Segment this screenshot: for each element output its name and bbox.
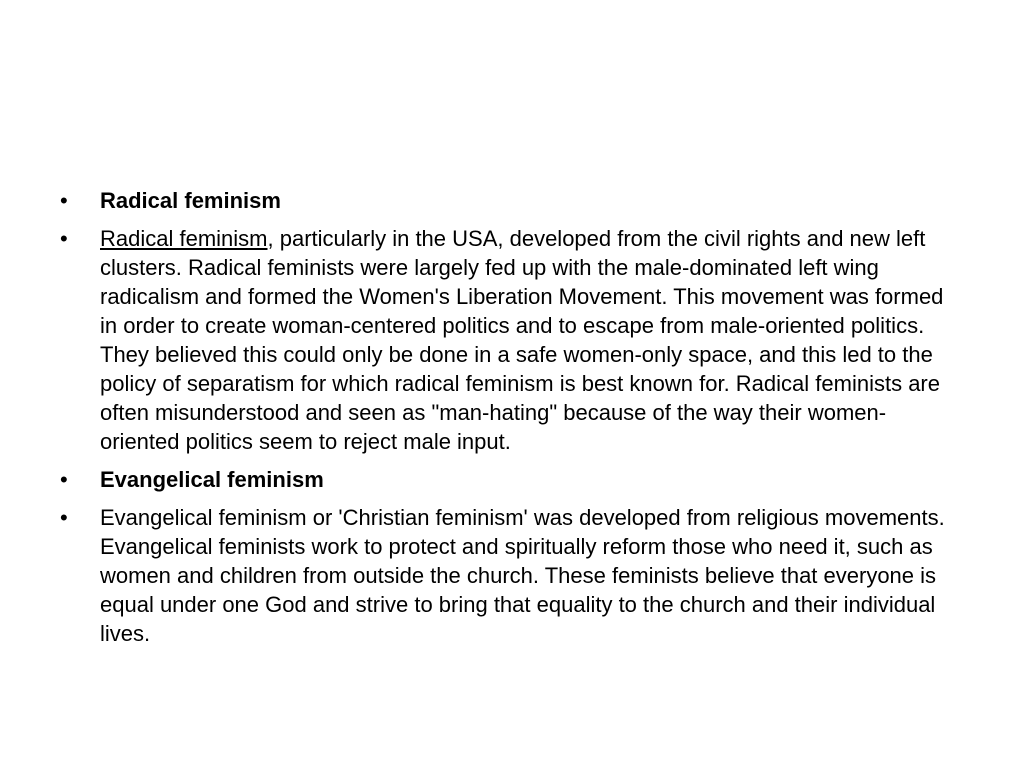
bullet-evangelical-body [60, 503, 965, 648]
bullet-radical-heading [60, 186, 965, 215]
evangelical-feminism-heading: Evangelical feminism [100, 467, 324, 492]
bullet-icon: • [60, 505, 68, 530]
radical-feminism-heading: Radical feminism [100, 188, 281, 213]
radical-feminism-link[interactable]: Radical feminism [100, 226, 268, 251]
bullet-evangelical-heading [60, 465, 965, 494]
evangelical-feminism-text: Evangelical feminism or 'Christian feminism' was developed from religious movements. Evangelical feminists work to protect and spiritually reform those who need it, such as women and children from outside the church. These feminists believe that everyone is equal under one God and strive to bring that equality to the church and their individual lives. [100, 505, 945, 646]
bullet-icon: • [60, 188, 68, 213]
bullet-icon: • [60, 467, 68, 492]
bullet-radical-body [60, 224, 965, 456]
bullet-list [60, 186, 965, 657]
bullet-icon: • [60, 226, 68, 251]
radical-feminism-text: , particularly in the USA, developed from the civil rights and new left clusters. Radical feminists were largely fed up with the male-dominated left wing radicalism and formed the Women's Liberation Movement. This movement was formed in order to create woman-centered politics and to escape from male-oriented politics. They believed this could only be done in a safe women-only space, and this led to the policy of separatism for which radical feminism is best known for. Radical feminists are often misunderstood and seen as "man-hating" because of the way their women-oriented politics seem to reject male input. [100, 226, 944, 454]
